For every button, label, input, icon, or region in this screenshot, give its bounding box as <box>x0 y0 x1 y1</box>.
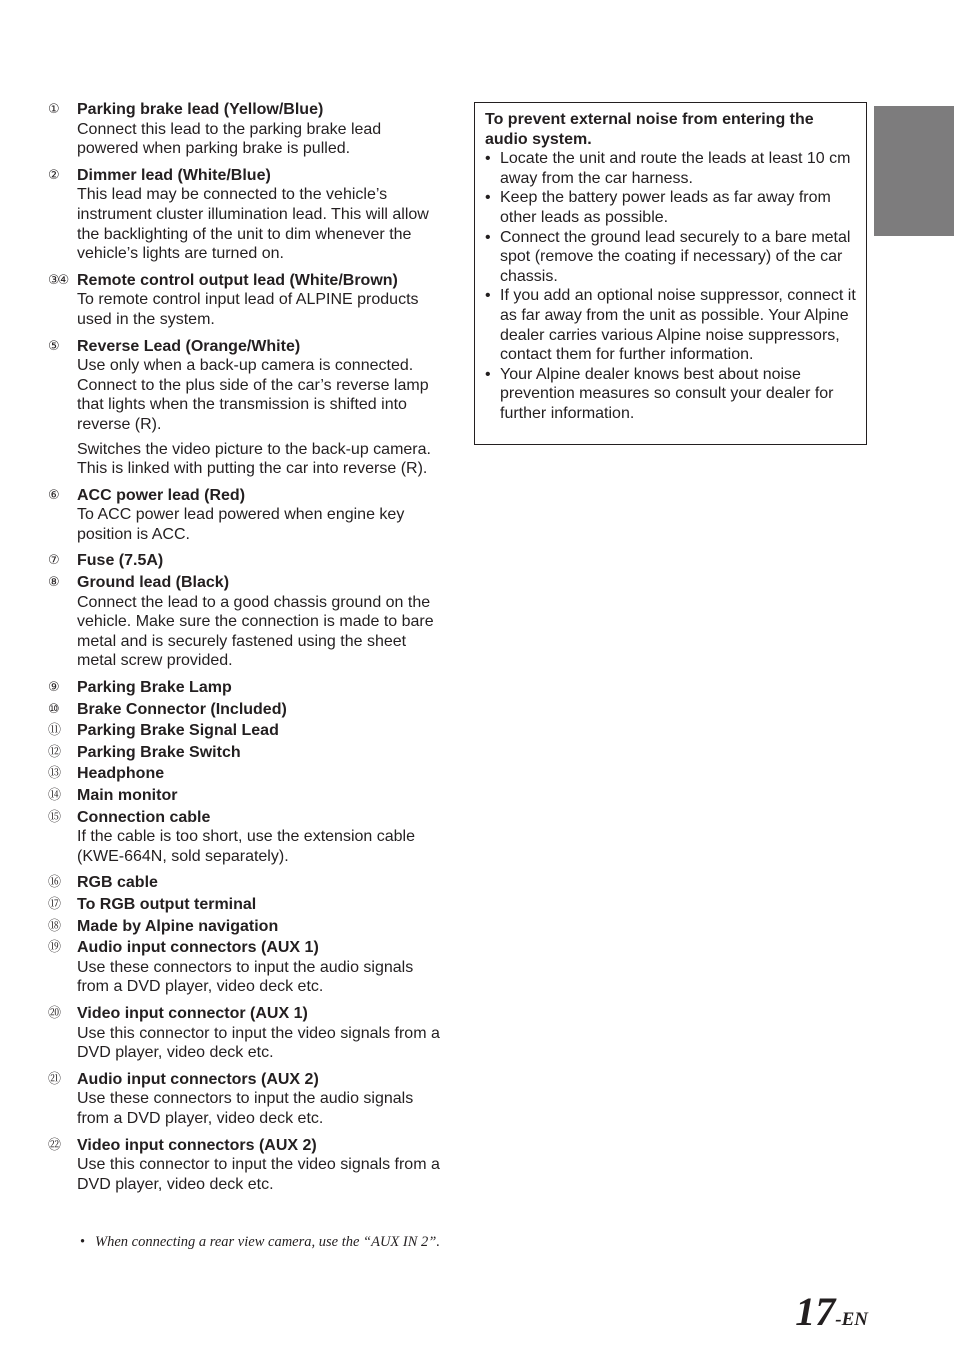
item-number: ① <box>48 102 58 117</box>
lead-item <box>48 573 443 671</box>
page-number-value: 17 <box>795 1289 836 1334</box>
noise-tip-text: If you add an optional noise suppressor, connect it as far away from the unit as possible. Your Alpine dealer carries various Alpine noise suppressors, contact them for further information. <box>500 287 856 364</box>
lead-item <box>48 486 443 545</box>
noise-tip-text: Keep the battery power leads as far away from other leads as possible. <box>500 189 831 226</box>
item-number: ⑲ <box>48 940 60 956</box>
noise-tip <box>485 365 856 424</box>
item-description: Use this connector to input the video signals from a DVD player, video deck etc. <box>77 1156 440 1193</box>
item-number: ⑬ <box>48 766 60 782</box>
noise-tip-text: Locate the unit and route the leads at least 10 cm away from the car harness. <box>500 150 851 187</box>
item-title: Fuse (7.5A) <box>77 552 164 570</box>
item-number: ⑮ <box>48 809 60 825</box>
item-description: If the cable is too short, use the extension cable (KWE-664N, sold separately). <box>77 828 415 865</box>
lead-item <box>48 873 443 893</box>
item-number: ⑪ <box>48 723 60 739</box>
item-title: Remote control output lead (White/Brown) <box>77 271 398 289</box>
item-title: Headphone <box>77 765 165 783</box>
item-title: ACC power lead (Red) <box>77 486 246 504</box>
item-title: Parking brake lead (Yellow/Blue) <box>77 101 324 118</box>
noise-tip <box>485 286 856 364</box>
item-title: Audio input connectors (AUX 1) <box>77 939 319 957</box>
item-description: Connect this lead to the parking brake lead powered when parking brake is pulled. <box>77 120 382 158</box>
item-number: ② <box>48 167 58 183</box>
item-number: ㉑ <box>48 1071 60 1087</box>
item-number: ⑳ <box>48 1005 60 1021</box>
lead-item <box>48 938 443 997</box>
lead-item <box>48 700 443 720</box>
lead-item <box>48 721 443 741</box>
lead-item <box>48 917 443 937</box>
noise-box-title: To prevent external noise from entering the audio system. <box>485 111 814 148</box>
noise-tip <box>485 228 856 287</box>
item-title: Connection cable <box>77 808 211 826</box>
lead-item <box>48 743 443 763</box>
item-number: ⑩ <box>48 701 58 717</box>
lead-item <box>48 166 443 264</box>
item-number: ⑨ <box>48 680 58 696</box>
item-number: ⑯ <box>48 875 60 891</box>
lead-item <box>48 1070 443 1129</box>
item-description: Use these connectors to input the audio signals from a DVD player, video deck etc. <box>77 1090 414 1127</box>
item-number: ⑰ <box>48 896 60 912</box>
lead-item <box>48 895 443 915</box>
noise-tips-list <box>485 149 856 423</box>
lead-item <box>48 271 443 330</box>
item-title: Main monitor <box>77 787 178 804</box>
item-title: Video input connector (AUX 1) <box>77 1004 308 1022</box>
lead-item <box>48 100 443 159</box>
item-number: ㉒ <box>48 1137 60 1153</box>
item-title: Made by Alpine navigation <box>77 917 279 935</box>
lead-item <box>48 337 443 479</box>
item-description: To ACC power lead powered when engine key position is ACC. <box>77 506 405 543</box>
item-title: Parking Brake Switch <box>77 743 241 761</box>
item-description: Switches the video picture to the back-up camera. This is linked with putting the car into reverse (R). <box>77 440 431 478</box>
item-description: Connect the lead to a good chassis ground on the vehicle. Make sure the connection is made to bare metal and is securely fastened using the sheet metal screw provided. <box>77 593 434 670</box>
noise-tip-text: Your Alpine dealer knows best about noise prevention measures so consult your dealer for further information. <box>500 365 834 422</box>
page-number <box>795 1288 868 1335</box>
camera-note <box>80 1234 455 1250</box>
item-title: Audio input connectors (AUX 2) <box>77 1070 319 1088</box>
item-title: Parking Brake Signal Lead <box>77 722 279 740</box>
item-description: This lead may be connected to the vehicle’s instrument cluster illumination lead. This will allow the backlighting of the unit to dim whenever the vehicle’s lights are turned on. <box>77 186 429 263</box>
item-description: To remote control input lead of ALPINE products used in the system. <box>77 291 419 328</box>
lead-item <box>48 1136 443 1195</box>
note-text: When connecting a rear view camera, use the “AUX IN 2”. <box>95 1234 440 1250</box>
note-bullet: • <box>80 1234 86 1250</box>
item-title: Reverse Lead (Orange/White) <box>77 337 301 355</box>
item-number: ⑫ <box>48 744 60 760</box>
item-description: Use these connectors to input the audio signals from a DVD player, video deck etc. <box>77 958 414 996</box>
item-number: ⑱ <box>48 918 60 934</box>
item-number: ⑤ <box>48 338 58 354</box>
lead-item <box>48 551 443 571</box>
item-number: ③④ <box>48 272 68 288</box>
lead-item <box>48 678 443 698</box>
bullet-dot: • <box>485 150 491 168</box>
section-tab-marker <box>874 106 954 236</box>
item-title: Ground lead (Black) <box>77 574 230 592</box>
noise-tip <box>485 188 856 227</box>
item-title: RGB cable <box>77 874 158 892</box>
item-number: ⑧ <box>48 575 58 591</box>
lead-descriptions-list <box>48 100 443 1201</box>
item-title: Video input connectors (AUX 2) <box>77 1136 317 1154</box>
bullet-dot: • <box>485 189 491 207</box>
noise-prevention-box <box>474 102 867 445</box>
bullet-dot: • <box>485 365 491 383</box>
item-description: Use only when a back-up camera is connected. Connect to the plus side of the car’s reverse lamp that lights when the transmission is shifted into reverse (R). <box>77 357 429 433</box>
lead-item <box>48 764 443 784</box>
item-title: Parking Brake Lamp <box>77 679 232 697</box>
item-number: ⑦ <box>48 553 58 569</box>
item-title: To RGB output terminal <box>77 895 257 913</box>
item-title: Dimmer lead (White/Blue) <box>77 166 271 184</box>
lead-item <box>48 786 443 806</box>
lead-item <box>48 1004 443 1063</box>
bullet-dot: • <box>485 228 491 246</box>
item-description: Use this connector to input the video signals from a DVD player, video deck etc. <box>77 1024 440 1062</box>
lead-item <box>48 808 443 867</box>
noise-tip <box>485 149 856 188</box>
item-number: ⑥ <box>48 487 58 503</box>
page-language-suffix: -EN <box>835 1309 868 1330</box>
item-title: Brake Connector (Included) <box>77 700 287 718</box>
noise-tip-text: Connect the ground lead securely to a bare metal spot (remove the coating if necessary) of the car chassis. <box>500 228 851 285</box>
bullet-dot: • <box>485 287 491 305</box>
item-number: ⑭ <box>48 788 60 803</box>
